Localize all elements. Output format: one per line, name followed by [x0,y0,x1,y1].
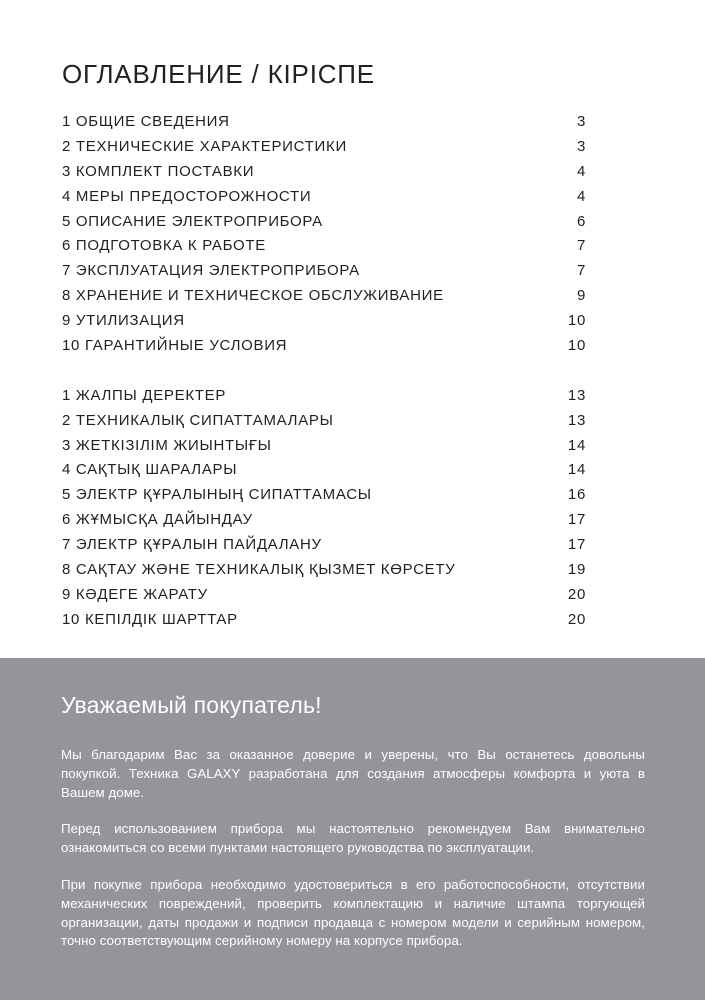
toc-entry [62,135,586,160]
toc-entry-page: 14 [567,461,586,479]
toc-entry [62,583,586,608]
toc-entry-label: 6 ПОДГОТОВКА К РАБОТЕ [62,237,266,255]
toc-entry [62,160,586,185]
toc-entry [62,508,586,533]
greeting-paragraph: При покупке прибора необходимо удостовериться в его работоспособности, отсутствии механических повреждений, проверить комплектацию и наличие штампа торгующей организации, даты продажи и подписи продавца с номером модели и серийным номером, точно соответствующим серийному номеру на корпусе прибора. [61,876,645,949]
toc-entry-page: 3 [576,137,586,155]
table-of-contents [62,52,586,633]
toc-entry-label: 5 ЭЛЕКТР ҚҰРАЛЫНЫҢ СИПАТТАМАСЫ [62,486,372,504]
toc-entry-page: 20 [567,610,586,628]
toc-entry-label: 3 КОМПЛЕКТ ПОСТАВКИ [62,162,255,180]
toc-entry-page: 7 [576,237,586,255]
greeting-banner [0,658,705,1000]
toc-entry-label: 10 ГАРАНТИЙНЫЕ УСЛОВИЯ [62,337,288,355]
toc-entry-page: 6 [576,212,586,230]
toc-entry [62,185,586,210]
toc-entry-label: 9 УТИЛИЗАЦИЯ [62,312,185,330]
toc-entry-page: 3 [576,113,586,130]
toc-section-spacer [62,359,586,384]
toc-entry [62,608,586,633]
toc-entry-page: 13 [567,411,586,429]
toc-entry-label: 4 САҚТЫҚ ШАРАЛАРЫ [62,461,238,479]
toc-entry [62,483,586,508]
toc-entry-label: 4 МЕРЫ ПРЕДОСТОРОЖНОСТИ [62,187,312,205]
toc-entry-label: 8 ХРАНЕНИЕ И ТЕХНИЧЕСКОЕ ОБСЛУЖИВАНИЕ [62,287,444,305]
toc-entry-label: 7 ЭЛЕКТР ҚҰРАЛЫН ПАЙДАЛАНУ [62,536,322,554]
toc-entry-page: 17 [567,536,586,554]
toc-entry [62,434,586,459]
greeting-content [61,686,645,969]
toc-entry [62,334,586,359]
toc-entry [62,309,586,334]
toc-entry-page: 10 [567,337,586,355]
toc-entry-page: 14 [567,436,586,454]
toc-entry [62,533,586,558]
toc-entry-label: 1 ОБЩИЕ СВЕДЕНИЯ [62,113,230,130]
toc-entry-page: 7 [576,262,586,280]
toc-entry-label: 5 ОПИСАНИЕ ЭЛЕКТРОПРИБОРА [62,212,323,230]
toc-list-kazakh [62,384,586,633]
toc-entry-page: 17 [567,511,586,529]
greeting-heading: Уважаемый покупатель! [61,692,322,718]
toc-entry [62,284,586,309]
toc-entry-page: 16 [567,486,586,504]
toc-entry-label: 8 САҚТАУ ЖӘНЕ ТЕХНИКАЛЫҚ ҚЫЗМЕТ КӨРСЕТУ [62,561,456,579]
toc-entry [62,110,586,135]
toc-entry-page: 9 [576,287,586,305]
toc-entry-label: 6 ЖҰМЫСҚА ДАЙЫНДАУ [62,511,253,529]
toc-entry-label: 3 ЖЕТКІЗІЛІМ ЖИЫНТЫҒЫ [62,436,272,454]
toc-entry-page: 4 [576,187,586,205]
toc-title: ОГЛАВЛЕНИЕ / КІРІСПЕ [62,59,375,89]
toc-entry [62,234,586,259]
toc-entry-label: 7 ЭКСПЛУАТАЦИЯ ЭЛЕКТРОПРИБОРА [62,262,360,280]
toc-entry [62,558,586,583]
toc-entry-label: 2 ТЕХНИКАЛЫҚ СИПАТТАМАЛАРЫ [62,411,334,429]
toc-entry-page: 20 [567,585,586,603]
toc-entry-page: 10 [567,312,586,330]
toc-entry [62,409,586,434]
toc-entry [62,259,586,284]
toc-entry-page: 13 [567,386,586,404]
toc-entry-label: 2 ТЕХНИЧЕСКИЕ ХАРАКТЕРИСТИКИ [62,137,347,155]
toc-entry-label: 1 ЖАЛПЫ ДЕРЕКТЕР [62,386,227,404]
toc-list-russian [62,110,586,359]
greeting-paragraph: Перед использованием прибора мы настоятельно рекомендуем Вам внимательно ознакомиться со всеми пунктами настоящего руководства по эксплуатации. [61,821,645,856]
toc-entry-label: 10 КЕПІЛДІК ШАРТТАР [62,610,238,628]
toc-entry-label: 9 КӘДЕГЕ ЖАРАТУ [62,585,208,603]
toc-entry-page: 19 [567,561,586,579]
greeting-paragraph: Мы благодарим Вас за оказанное доверие и уверены, что Вы останетесь довольны покупкой. Техника GALAXY разработана для создания атмосферы комфорта и уюта в Вашем доме. [61,747,645,800]
toc-entry [62,384,586,409]
toc-entry [62,458,586,483]
toc-entry-page: 4 [576,162,586,180]
toc-entry [62,210,586,235]
